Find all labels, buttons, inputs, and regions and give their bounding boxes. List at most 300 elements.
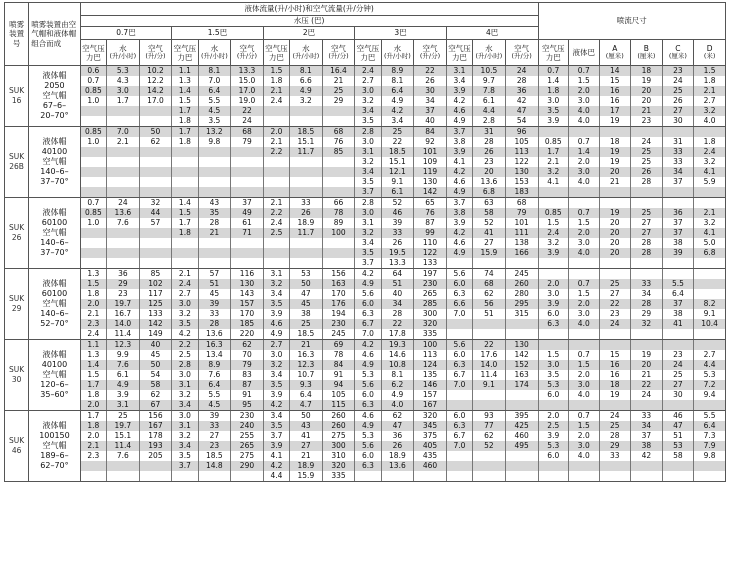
table-cell [139, 238, 172, 248]
table-cell [631, 400, 663, 411]
table-cell: 1.4 [172, 86, 198, 96]
table-cell: 7.9 [694, 441, 726, 451]
table-cell [694, 279, 726, 289]
spec-table-body [5, 66, 726, 482]
table-cell: 102 [139, 279, 172, 289]
table-row [5, 218, 726, 228]
table-cell: 3.9 [107, 390, 140, 400]
table-cell [662, 400, 694, 411]
table-cell: 34 [631, 421, 663, 431]
table-cell [538, 471, 569, 482]
table-cell: 13.2 [198, 127, 231, 138]
table-cell: 6.0 [355, 451, 381, 461]
cap-combination-line: 液体帽 [42, 71, 67, 80]
table-row [5, 208, 726, 218]
table-cell: 130 [505, 340, 538, 351]
table-cell: 16.3 [290, 350, 323, 360]
table-cell: 5.3 [355, 370, 381, 380]
table-cell: 285 [414, 299, 447, 309]
table-cell: 12.3 [290, 360, 323, 370]
table-cell: 2.2 [172, 340, 198, 351]
table-cell: 178 [139, 431, 172, 441]
table-cell: 2.7 [263, 340, 289, 351]
table-cell: 8.1 [381, 76, 414, 86]
table-row [5, 309, 726, 319]
table-cell: 39 [198, 299, 231, 309]
table-cell [107, 177, 140, 187]
table-cell: 84 [414, 127, 447, 138]
header-nozzle-number [5, 3, 29, 66]
table-cell: 39 [381, 218, 414, 228]
subheader-dim-d-label: (米) [703, 52, 716, 61]
table-cell: 71 [231, 228, 264, 238]
table-cell: 36 [381, 431, 414, 441]
table-cell: 6.0 [446, 411, 472, 422]
table-cell: 3.4 [381, 116, 414, 127]
table-cell: 51 [662, 431, 694, 441]
table-cell: 100 [414, 340, 447, 351]
table-cell: 3.5 [538, 106, 569, 116]
header-combination-text: 喷雾装置由空气帽和液体帽组合而成 [31, 19, 77, 48]
cap-combination-line: 62–70° [40, 461, 69, 470]
table-cell: 4.2 [355, 269, 381, 280]
table-cell: 36 [107, 269, 140, 280]
subheader-water [473, 40, 506, 66]
table-cell: 94 [322, 380, 355, 390]
table-cell: 33 [198, 421, 231, 431]
table-cell: 2.8 [355, 198, 381, 209]
table-cell: 39 [662, 248, 694, 258]
header-pressure-title: 水压 (巴) [80, 16, 538, 27]
table-cell [631, 187, 663, 198]
table-cell: 101 [414, 147, 447, 157]
nozzle-number [5, 66, 29, 127]
table-cell [694, 127, 726, 138]
table-cell: 33 [631, 279, 663, 289]
table-cell: 5.6 [446, 340, 472, 351]
table-cell: 22 [381, 137, 414, 147]
table-cell: 29 [322, 96, 355, 106]
table-cell: 1.7 [538, 147, 569, 157]
table-cell: 2.1 [263, 86, 289, 96]
table-cell [662, 127, 694, 138]
table-cell: 2.0 [569, 370, 600, 380]
cap-combination-line: 液体帽 [42, 421, 67, 430]
table-cell: 345 [414, 421, 447, 431]
table-cell: 166 [505, 248, 538, 258]
table-cell: 25 [599, 421, 631, 431]
subheader-water-label: 水 [393, 44, 402, 54]
table-cell: 32 [631, 319, 663, 329]
table-cell [290, 167, 323, 177]
table-cell: 3.1 [355, 218, 381, 228]
table-cell: 5.3 [694, 370, 726, 380]
table-cell: 3.2 [538, 238, 569, 248]
table-cell [172, 258, 198, 269]
table-cell: 3.0 [172, 370, 198, 380]
table-cell [569, 198, 600, 209]
table-cell: 6.0 [538, 390, 569, 400]
header-dims-title: 喷流尺寸 [538, 3, 725, 40]
table-cell: 4.1 [694, 228, 726, 238]
table-cell: 0.7 [569, 411, 600, 422]
table-cell: 11.4 [473, 370, 506, 380]
table-cell: 6.4 [198, 86, 231, 96]
table-cell: 40 [381, 289, 414, 299]
table-cell: 230 [231, 411, 264, 422]
table-cell: 4.9 [355, 279, 381, 289]
table-cell: 4.2 [446, 228, 472, 238]
table-cell [473, 461, 506, 471]
table-row [5, 86, 726, 96]
table-cell: 3.2 [694, 157, 726, 167]
table-cell: 111 [505, 228, 538, 238]
table-cell: 3.2 [538, 167, 569, 177]
table-cell: 1.7 [172, 106, 198, 116]
table-cell: 2.7 [355, 76, 381, 86]
table-cell: 245 [505, 269, 538, 280]
table-cell: 11.4 [107, 329, 140, 340]
table-cell [107, 157, 140, 167]
table-cell: 5.9 [694, 177, 726, 187]
table-cell: 2.0 [80, 299, 106, 309]
table-cell: 6.3 [355, 400, 381, 411]
table-cell: 163 [322, 279, 355, 289]
table-cell: 3.4 [446, 76, 472, 86]
table-cell [263, 106, 289, 116]
table-row [5, 360, 726, 370]
table-cell: 2.1 [694, 86, 726, 96]
table-cell: 3.9 [538, 248, 569, 258]
table-cell: 4.4 [694, 360, 726, 370]
table-cell: 1.0 [80, 96, 106, 106]
table-cell: 3.9 [446, 218, 472, 228]
table-cell: 6.8 [473, 187, 506, 198]
table-cell: 280 [505, 289, 538, 299]
table-row [5, 238, 726, 248]
table-cell [694, 289, 726, 299]
table-cell [80, 471, 106, 482]
table-cell: 149 [139, 329, 172, 340]
table-cell: 68 [473, 279, 506, 289]
table-cell [263, 238, 289, 248]
cap-combination-line: 40100 [41, 360, 68, 369]
table-cell: 4.0 [694, 116, 726, 127]
cap-combination-line: 52–70° [40, 319, 69, 328]
table-cell: 8.1 [290, 66, 323, 77]
table-row [5, 258, 726, 269]
table-cell: 3.5 [263, 299, 289, 309]
table-cell [662, 258, 694, 269]
table-cell: 142 [505, 350, 538, 360]
table-cell: 2.0 [569, 86, 600, 96]
table-cell: 28 [381, 309, 414, 319]
table-cell: 58 [473, 208, 506, 218]
table-cell: 1.1 [172, 66, 198, 77]
table-cell: 79 [505, 208, 538, 218]
table-cell: 7.3 [694, 431, 726, 441]
table-cell [80, 167, 106, 177]
header-pressure-0.7: 0.7巴 [80, 27, 172, 40]
table-cell [322, 258, 355, 269]
table-cell: 495 [505, 441, 538, 451]
table-cell: 8.1 [198, 66, 231, 77]
table-cell: 260 [322, 411, 355, 422]
table-cell [107, 106, 140, 116]
table-cell: 2.1 [107, 137, 140, 147]
table-cell: 395 [505, 411, 538, 422]
table-cell: 2.5 [538, 421, 569, 431]
table-cell [662, 340, 694, 351]
table-cell [198, 248, 231, 258]
table-cell [263, 167, 289, 177]
table-cell: 85 [139, 269, 172, 280]
table-cell: 6.8 [694, 248, 726, 258]
table-cell: 4.1 [538, 177, 569, 187]
table-cell: 2.1 [263, 198, 289, 209]
subheader-air-label: 空气 [239, 44, 255, 54]
table-row [5, 350, 726, 360]
table-cell [599, 471, 631, 482]
table-cell: 26 [381, 441, 414, 451]
table-row [5, 66, 726, 77]
table-cell: 27 [473, 238, 506, 248]
table-cell: 11.4 [107, 441, 140, 451]
cap-combination-line: 140–6– [40, 167, 69, 176]
table-cell: 3.2 [172, 431, 198, 441]
table-cell [662, 187, 694, 198]
table-cell: 6.3 [446, 360, 472, 370]
table-cell: 37 [414, 106, 447, 116]
table-cell: 44 [139, 208, 172, 218]
table-cell: 320 [414, 319, 447, 329]
table-cell [569, 127, 600, 138]
table-cell: 185 [231, 319, 264, 329]
nozzle-number-line: SUK [9, 365, 25, 375]
table-cell: 18.9 [381, 451, 414, 461]
table-cell: 3.8 [446, 137, 472, 147]
table-cell: 13.3 [381, 258, 414, 269]
subheader-dim-a [599, 40, 631, 66]
table-cell: 76 [414, 208, 447, 218]
table-cell: 25 [322, 86, 355, 96]
nozzle-number-line: 26 [11, 233, 22, 242]
table-cell [231, 248, 264, 258]
table-cell: 130 [505, 167, 538, 177]
subheader-air-pressure-label: 空气压力巴 [448, 43, 471, 62]
table-cell: 125 [139, 299, 172, 309]
table-cell: 19.7 [107, 421, 140, 431]
table-cell [694, 340, 726, 351]
table-cell: 7.0 [198, 76, 231, 86]
cap-combination-line: 67–6– [42, 101, 67, 110]
table-cell: 38 [662, 238, 694, 248]
table-cell: 1.8 [80, 421, 106, 431]
table-cell [198, 167, 231, 177]
table-cell: 20 [631, 86, 663, 96]
table-cell: 19 [631, 76, 663, 86]
table-cell [139, 461, 172, 471]
table-cell: 62 [231, 340, 264, 351]
table-cell: 320 [414, 411, 447, 422]
table-cell: 1.8 [172, 137, 198, 147]
table-cell [172, 177, 198, 187]
table-cell: 153 [505, 177, 538, 187]
table-cell [446, 400, 472, 411]
table-cell: 51 [381, 279, 414, 289]
table-cell [107, 147, 140, 157]
cap-combination-line: 空气帽 [42, 370, 67, 379]
table-row [5, 411, 726, 422]
table-cell: 4.9 [355, 421, 381, 431]
table-cell: 3.4 [355, 106, 381, 116]
table-cell: 28 [631, 238, 663, 248]
subheader-air [505, 40, 538, 66]
table-cell: 78 [322, 208, 355, 218]
table-cell: 3.5 [172, 319, 198, 329]
table-cell: 3.0 [355, 86, 381, 96]
table-cell: 41 [662, 319, 694, 329]
table-cell [538, 269, 569, 280]
table-cell [172, 147, 198, 157]
table-cell: 19 [599, 157, 631, 167]
table-cell [290, 238, 323, 248]
table-cell: 0.7 [80, 76, 106, 86]
header-combination [29, 3, 81, 66]
cap-combination-line: 140–6– [40, 238, 69, 247]
table-cell: 3.2 [355, 228, 381, 238]
table-cell [538, 187, 569, 198]
table-cell [290, 106, 323, 116]
table-cell: 30 [662, 116, 694, 127]
table-cell [263, 187, 289, 198]
subheader-air-pressure-label: 空气压力巴 [265, 43, 288, 62]
table-cell [290, 157, 323, 167]
table-cell: 30 [414, 86, 447, 96]
table-cell [569, 340, 600, 351]
table-cell [505, 319, 538, 329]
table-cell: 14.0 [107, 319, 140, 329]
table-cell [569, 400, 600, 411]
subheader-water-label: 水 [485, 44, 493, 54]
table-cell: 36 [505, 86, 538, 96]
table-cell: 26 [631, 167, 663, 177]
table-cell: 6.3 [355, 309, 381, 319]
table-cell: 33 [599, 451, 631, 461]
table-cell [231, 238, 264, 248]
table-cell: 18.5 [290, 329, 323, 340]
table-cell: 24 [107, 198, 140, 209]
table-cell: 4.9 [446, 248, 472, 258]
table-cell [80, 461, 106, 471]
cap-combination-line: 189–6– [40, 451, 69, 460]
table-cell: 13.6 [473, 177, 506, 187]
table-cell: 45 [139, 350, 172, 360]
table-cell: 62 [473, 431, 506, 441]
table-cell: 9.7 [473, 76, 506, 86]
table-cell [473, 319, 506, 329]
table-cell: 260 [505, 279, 538, 289]
table-cell: 6.0 [446, 350, 472, 360]
table-cell: 4.9 [107, 380, 140, 390]
table-cell: 25 [381, 127, 414, 138]
table-cell: 3.4 [263, 370, 289, 380]
table-cell: 17 [599, 106, 631, 116]
table-cell: 3.0 [538, 289, 569, 299]
nozzle-number [5, 127, 29, 198]
table-cell: 27 [198, 431, 231, 441]
table-cell: 95 [231, 400, 264, 411]
cap-combination-line: 60100 [41, 218, 68, 227]
table-cell: 3.9 [538, 116, 569, 127]
table-cell: 8.9 [381, 66, 414, 77]
table-cell: 3.9 [538, 299, 569, 309]
table-cell: 27 [290, 441, 323, 451]
table-cell [172, 167, 198, 177]
table-cell: 5.3 [538, 441, 569, 451]
table-cell: 3.0 [172, 411, 198, 422]
table-cell: 47 [290, 289, 323, 299]
table-cell: 21 [198, 228, 231, 238]
table-cell: 5.6 [446, 269, 472, 280]
table-cell: 3.9 [263, 309, 289, 319]
table-cell [139, 177, 172, 187]
table-cell: 91 [231, 390, 264, 400]
table-cell: 25 [662, 86, 694, 96]
table-cell: 3.2 [355, 157, 381, 167]
table-cell: 24 [662, 76, 694, 86]
table-cell [505, 329, 538, 340]
table-cell: 4.2 [263, 461, 289, 471]
table-cell: 122 [505, 157, 538, 167]
table-cell: 24 [599, 411, 631, 422]
table-cell: 51 [198, 279, 231, 289]
table-row [5, 147, 726, 157]
table-cell: 124 [414, 360, 447, 370]
subheader-air [139, 40, 172, 66]
table-cell: 22 [631, 380, 663, 390]
cap-combination-line: 液体帽 [42, 137, 67, 146]
table-cell: 7.6 [198, 370, 231, 380]
table-cell: 22 [599, 299, 631, 309]
table-cell: 23 [198, 441, 231, 451]
table-cell: 335 [414, 329, 447, 340]
table-cell: 3.0 [569, 380, 600, 390]
table-cell: 115 [322, 400, 355, 411]
table-cell [80, 228, 106, 238]
table-cell: 9.1 [473, 380, 506, 390]
table-cell: 4.0 [569, 319, 600, 329]
table-cell: 1.7 [107, 96, 140, 106]
table-cell: 230 [322, 319, 355, 329]
table-cell [446, 258, 472, 269]
table-cell: 7.6 [107, 218, 140, 228]
table-cell [538, 198, 569, 209]
table-cell: 20 [631, 96, 663, 106]
table-cell [139, 106, 172, 116]
table-cell: 300 [322, 441, 355, 451]
table-cell: 3.7 [446, 198, 472, 209]
table-cell: 3.4 [172, 441, 198, 451]
table-cell: 4.3 [107, 76, 140, 86]
table-cell [290, 177, 323, 187]
table-cell: 3.9 [446, 147, 472, 157]
table-cell: 101 [505, 218, 538, 228]
subheader-dim-d [694, 40, 726, 66]
table-cell: 295 [505, 299, 538, 309]
table-cell [694, 400, 726, 411]
table-cell: 28 [631, 299, 663, 309]
